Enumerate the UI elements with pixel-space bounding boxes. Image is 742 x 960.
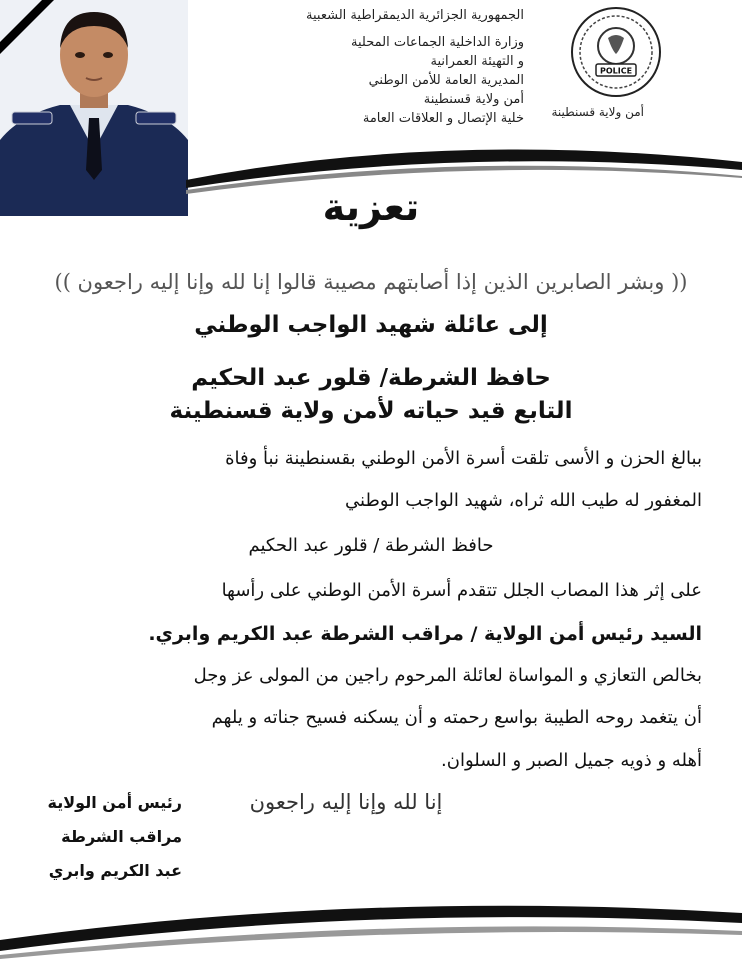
body-line: على إثر هذا المصاب الجلل تتقدم أسرة الأمن الوطني على رأسها: [221, 580, 702, 601]
mourning-ribbon-icon: [0, 0, 80, 80]
header-line-directorate: المديرية العامة للأمن الوطني: [368, 73, 524, 88]
body-line-bold: السيد رئيس أمن الولاية / مراقب الشرطة عبد الكريم وابري.: [148, 623, 702, 645]
header-line-ministry-cont: و التهيئة العمرانية: [430, 54, 524, 69]
body-line: المغفور له طيب الله ثراه، شهيد الواجب الوطني: [345, 490, 702, 511]
quran-verse: (( وبشر الصابرين الذين إذا أصابتهم مصيبة قالوا إنا لله وإنا إليه راجعون )): [54, 270, 688, 294]
header-institution-lines: [184, 6, 524, 128]
officer-affiliation-heading: التابع قيد حياته لأمن ولاية قسنطينة: [169, 398, 573, 424]
officer-name-heading: حافظ الشرطة/ قلور عبد الحكيم: [191, 365, 551, 391]
signature-block: [22, 786, 182, 888]
signature-name: عبد الكريم وابري: [48, 861, 182, 880]
closing-verse: إنا لله وإنا إليه راجعون: [249, 790, 443, 814]
body-line: ببالغ الحزن و الأسى تلقت أسرة الأمن الوطني بقسنطينة نبأ وفاة: [225, 448, 702, 469]
logo-caption: أمن ولاية قسنطينة: [551, 105, 644, 119]
header-line-wilaya-security: أمن ولاية قسنطينة: [423, 92, 524, 107]
body-line: بخالص التعازي و المواساة لعائلة المرحوم راجين من المولى عز وجل: [193, 665, 702, 686]
signature-rank: مراقب الشرطة: [61, 827, 182, 846]
header-line-communication-cell: خلية الإتصال و العلاقات العامة: [362, 111, 524, 126]
header-line-republic: الجمهورية الجزائرية الديمقراطية الشعبية: [306, 8, 524, 23]
body-line: أهله و ذويه جميل الصبر و السلوان.: [441, 750, 702, 771]
police-emblem-text: POLICE: [599, 66, 633, 76]
signature-title: رئيس أمن الولاية: [47, 793, 182, 812]
header-line-ministry: وزارة الداخلية الجماعات المحلية: [351, 35, 524, 50]
document-title: تعزية: [322, 185, 420, 229]
body-line: أن يتغمد روحه الطيبة بواسع رحمته و أن يسكنه فسيح جناته و يلهم: [211, 707, 702, 728]
body-line: حافظ الشرطة / قلور عبد الحكيم: [248, 535, 494, 556]
police-emblem-logo: [568, 4, 664, 100]
addressee-heading: إلى عائلة شهيد الواجب الوطني: [194, 312, 548, 338]
bottom-swoosh-decoration: [0, 895, 742, 960]
